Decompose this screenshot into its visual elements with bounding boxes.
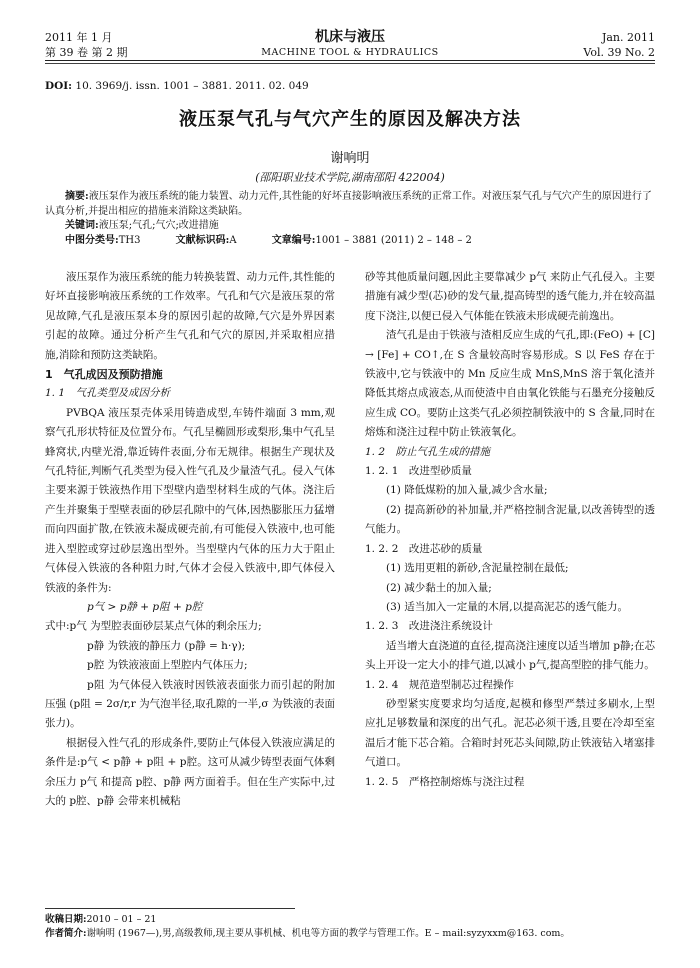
header-volume: 第 39 卷 第 2 期 [45, 46, 128, 59]
subsection-heading-1-2-4: 1. 2. 4 规范造型制芯过程操作 [365, 678, 514, 691]
equation-definition: 式中:p气 为型腔表面砂层某点气体的剩余压力; [45, 620, 262, 633]
equation-condition: p气 > p静 + p阻 + p腔 [87, 600, 203, 613]
header-divider [45, 63, 655, 64]
body-paragraph: 砂型紧实度要求均匀适度,起模和修型严禁过多刷水,上型应扎足够数量和深度的出气孔。泥芯必须干透,且要在冷却至室温后才能下芯合箱。合箱时封死芯头间隙,防止铁液钻入堵塞排气道口。 [365, 697, 655, 769]
header-right [583, 30, 655, 60]
author-name: 谢响明 [330, 151, 370, 166]
received-date: 收稿日期:2010 – 01 – 21 [45, 914, 157, 925]
keywords-label: 关键词: [65, 220, 99, 231]
body-paragraph: 渣气孔是由于铁液与渣相反应生成的气孔,即:(FeO) + [C] → [Fe] + CO↑,在 S 含量较高时容易形成。S 以 FeS 存在于铁液中,它与铁液中的 Mn 反应生成 MnS,MnS 溶于氧化渣并降低其熔点成液态,从而使渣中自由氧化铁能与石墨充分接触反应生成 CO。要防止这类气孔必须控制铁液中的 S 含量,同时在熔炼和浇注过程中防止铁液氧化。 [365, 329, 655, 439]
article-number: 文章编号:1001 – 3881 (2011) 2 – 148 – 2 [271, 234, 472, 246]
subsection-heading-1-2-1: 1. 2. 1 改进型砂质量 [365, 465, 472, 478]
doi-label: DOI: [45, 80, 73, 92]
body-paragraph: PVBQA 液压泵壳体采用铸造成型,车铸件端面 3 mm,观察气孔形状特征及位置分布。气孔呈椭圆形或梨形,集中气孔呈蜂窝状,内壁光滑,靠近铸件表面,分布无规律。根据生产现状及气孔特征,判断气孔类型为侵入性气孔及少量渣气孔。侵入气体主要来源于铁液热作用下型壁内造型材料生成的气体。浇注后产生并聚集于型壁表面的砂层孔隙中的气体,因热膨胀压力猛增而向四面扩散,在铁液未凝成硬壳前,有可能侵入铁液中,也可能进入型腔或穿过砂层逸出型外。当型壁内气体的压力大于阻止气体侵入铁液的各种阻力时,气体才会侵入铁液中,即气体侵入铁液的条件为: [45, 406, 335, 594]
subsection-heading-1-2-2: 1. 2. 2 改进芯砂的质量 [365, 542, 483, 555]
subsection-heading-1-2-5: 1. 2. 5 严格控制熔炼与浇注过程 [365, 775, 525, 788]
right-column [365, 268, 655, 792]
journal-name-en: MACHINE TOOL & HYDRAULICS [261, 47, 439, 58]
clc-number: 中图分类号:TH3 [65, 234, 141, 246]
header-journal [45, 30, 655, 60]
list-item: (3) 适当加入一定量的木屑,以提高泥芯的透气能力。 [386, 600, 629, 613]
running-header [45, 18, 655, 61]
equation-definition: p腔 为铁液液面上型腔内气体压力; [87, 659, 248, 672]
abstract-text: 摘要:液压泵作为液压系统的能力装置、动力元件,其性能的好坏直接影响液压系统的正常工作。对液压泵气孔与气穴产生的原因进行了认真分析,并提出相应的措施来消除这类缺陷。 [45, 191, 652, 217]
abstract-label: 摘要: [65, 191, 89, 202]
subsection-heading-1-2-3: 1. 2. 3 改进浇注系统设计 [365, 620, 493, 633]
journal-name-cn: 机床与液压 [315, 29, 385, 45]
footnote-divider [45, 908, 295, 909]
author-affiliation: (邵阳职业技术学院,湖南邵阳 422004) [255, 171, 445, 184]
body-paragraph: 适当增大直浇道的直径,提高浇注速度以适当增加 p静;在芯头上开设一定大小的排气道,以减小 p气,提高型腔的排气能力。 [365, 639, 655, 672]
list-item: (2) 提高新砂的补加量,并严格控制含泥量,以改善铸型的透气能力。 [365, 503, 655, 536]
keywords: 关键词:液压泵;气孔;气穴;改进措施 [65, 220, 219, 231]
header-volume-en: Vol. 39 No. 2 [583, 46, 655, 59]
subsection-heading-1-1: 1. 1 气孔类型及成因分析 [45, 387, 171, 400]
section-heading-1: 1 气孔成因及预防措施 [45, 368, 163, 382]
body-paragraph: 根据侵入性气孔的形成条件,要防止气体侵入铁液应满足的条件是:p气 < p静 + p阻 + p腔。这可从减少铸型表面气体剩余压力 p气 和提高 p腔、p静 两方面着手。但在生产实际中,过大的 p腔、p静 会带来机械粘 [45, 736, 335, 807]
list-item: (2) 减少黏土的加入量; [386, 581, 492, 594]
list-item: (1) 选用更粗的新砂,含泥量控制在最低; [386, 562, 569, 575]
left-column [45, 268, 335, 811]
intro-paragraph: 液压泵作为液压系统的能力转换装置、动力元件,其性能的好坏直接影响液压系统的工作效率。气孔和气穴是液压泵的常见故障,气孔是液压泵本身的原因引起的故障,气穴是外界因素引起的故障。通过分析产生气孔和气穴的原因,并采取相应措施,消除和预防这类缺陷。 [45, 271, 335, 361]
header-date: 2011 年 1 月 [45, 31, 113, 44]
classification-line [45, 234, 655, 249]
equation-definition: p阻 为气体侵入铁液时因铁液表面张力而引起的附加压强 (p阻 = 2σ/r,r 为气泡半径,取孔隙的一半,σ 为铁液的表面张力)。 [45, 678, 335, 730]
doi-line [45, 80, 309, 92]
author-bio: 作者简介:谢响明 (1967—),男,高级教师,现主要从事机械、机电等方面的教学与管理工作。E – mail:syzyxxm@163. com。 [45, 928, 570, 939]
body-paragraph: 砂等其他质量问题,因此主要靠减少 p气 来防止气孔侵入。主要措施有减少型(芯)砂的发气量,提高铸型的透气能力,并在较高温度下浇注,以便已侵入气体能在铁液未形成硬壳前逸出。 [365, 271, 655, 322]
list-item: (1) 降低煤粉的加入量,减少含水量; [386, 484, 548, 497]
doi-value: 10. 3969/j. issn. 1001 – 3881. 2011. 02. 049 [75, 80, 309, 92]
equation-definition: p静 为铁液的静压力 (p静 = h·γ); [87, 639, 246, 652]
subsection-heading-1-2: 1. 2 防止气孔生成的措施 [365, 445, 491, 458]
abstract-block [45, 190, 655, 248]
header-date-en: Jan. 2011 [601, 31, 655, 44]
document-code: 文献标识码:A [175, 234, 237, 246]
paper-title: 液压泵气孔与气穴产生的原因及解决方法 [179, 109, 521, 130]
footnote [45, 913, 655, 941]
